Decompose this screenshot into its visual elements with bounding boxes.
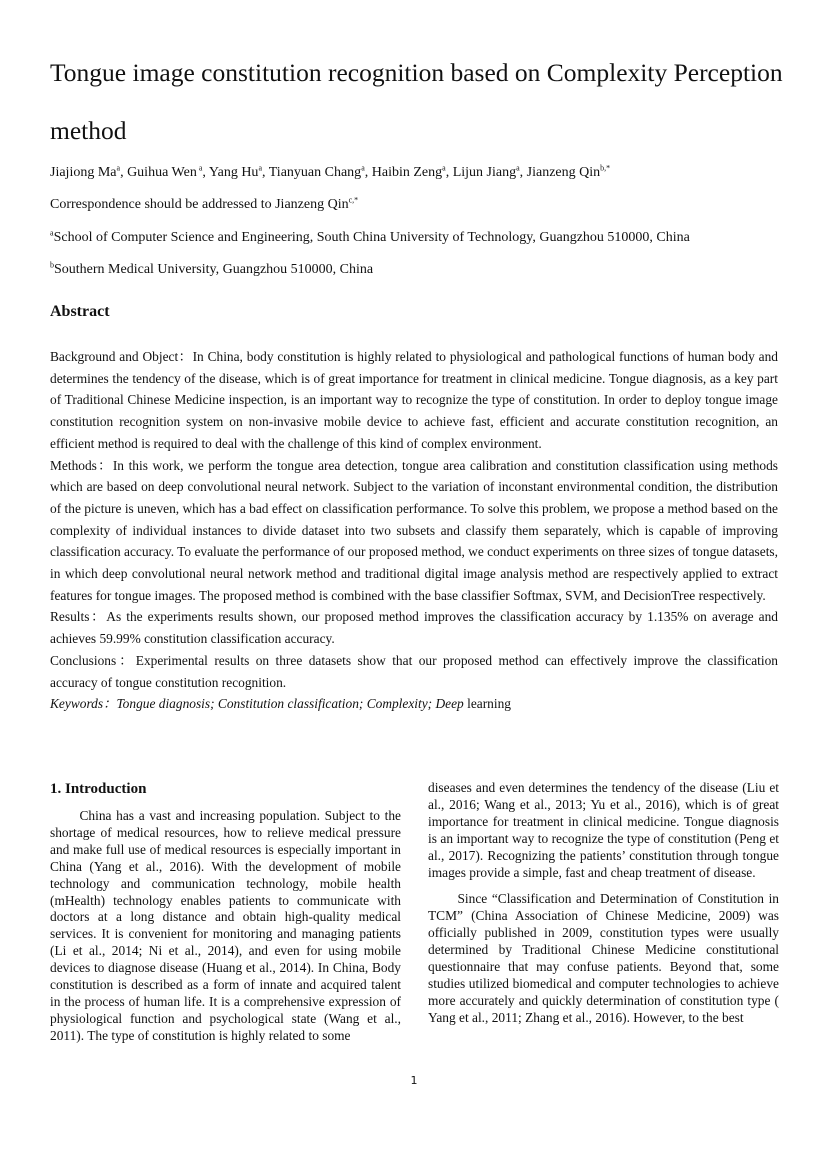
intro-paragraph: diseases and even determines the tendency of the disease (Liu et al., 2016; Wang et al., 2013; Yu et al., 2016), which is of great importance for treatment in clinical medicine. Tongue diagnosis is an important way to recognize the type of constitution (Peng et al., 2017). Recognizing the patients’ constitution through tongue images provide a simple, fast and cheap treatment of disease. bbox=[428, 780, 779, 880]
abstract-results bbox=[50, 606, 778, 649]
intro-paragraph: Since “Classification and Determination of Constitution in TCM” (China Association of Chinese Medicine, 2009) was officially published in 2009, constitution types were usually determined by Traditional Chinese Medicine constitutional questionnaire that may confuse patients. Beyond that, some studies utilized biomedical and computer technologies to achieve more accurately and quickly determination of constitution type ( Yang et al., 2011; Zhang et al., 2016). However, to the best bbox=[428, 891, 779, 1025]
affiliation-a bbox=[50, 228, 690, 248]
keywords-label: Keywords： bbox=[50, 696, 117, 712]
right-column bbox=[428, 780, 779, 1027]
author-affiliation-mark: a bbox=[442, 163, 446, 173]
abstract-text: As the experiments results shown, our proposed method improves the classification accuracy by 1.135% on average and achieves 59.99% constitution classification accuracy. bbox=[50, 609, 778, 647]
author-affiliation-mark: a bbox=[516, 163, 520, 173]
abstract-text: In this work, we perform the tongue area detection, tongue area calibration and constitution classification using methods which are based on deep convolutional neural network. Subject to the variation of inconstant environmental condition, the distribution of the picture is uneven, which has a bad effect on classification performance. To solve this problem, we propose a method based on the complexity of individual instances to divide dataset into two subsets and classify them separately, which is capable of improving classification accuracy. To evaluate the performance of our proposed method, we conduct experiments on three sizes of tongue datasets, in which deep convolutional neural network method and traditional digital image analysis method are respectively applied to extract features for tongue images. The proposed method is combined with the base classifier Softmax, SVM, and DecisionTree respectively. bbox=[50, 457, 778, 603]
affiliation-text: Southern Medical University, Guangzhou 510000, China bbox=[54, 262, 374, 277]
author-affiliation-mark: a bbox=[116, 163, 121, 173]
section-label: Conclusions： bbox=[50, 652, 136, 668]
author-name: Yang Hu bbox=[208, 165, 259, 180]
correspondence-text: Correspondence should be addressed to Jianzeng Qin bbox=[50, 197, 349, 212]
section-label: Background and Object： bbox=[50, 349, 193, 364]
affiliation-text: School of Computer Science and Engineering, South China University of Technology, Guangzhou 510000, China bbox=[53, 230, 690, 245]
author-list: Jiajiong Ma$^a$, Guihua Wen $^a$, Yang Hu$^a$, Tianyuan Chang$^a$, Haibin Zeng$^a$, Lijun Jiang$^a$, Jianzeng Qin$^{b,*}$ bbox=[50, 163, 611, 180]
paragraph-gap bbox=[428, 881, 779, 891]
abstract-text: Experimental results on three datasets show that our proposed method can effectively improve the classification accuracy of tongue constitution recognition. bbox=[50, 652, 779, 690]
author-affiliation-mark: a bbox=[196, 163, 203, 173]
affiliation-mark: a bbox=[50, 228, 54, 238]
correspondence-line bbox=[50, 195, 358, 215]
section-heading-introduction: 1. Introduction bbox=[50, 781, 147, 797]
abstract-background bbox=[50, 346, 778, 455]
author-affiliation-mark: a bbox=[258, 163, 262, 173]
author-affiliation-mark: b,* bbox=[600, 163, 611, 173]
paper-title: Tongue image constitution recognition based on Complexity Perception method bbox=[50, 58, 783, 145]
abstract-body bbox=[50, 346, 778, 715]
abstract-text: In China, body constitution is highly related to physiological and pathological functions of human body and determines the tendency of the disease, which is of great importance for treatment in clinical medicine. Tongue diagnosis, as a key part of Traditional Chinese Medicine inspection, is an important way to recognize the type of constitution. In order to deploy tongue image constitution recognition system on non-invasive mobile device to achieve fast, efficient and accurate constitution recognition, an efficient method is required to deal with the challenge of this kind of complex environment. bbox=[50, 349, 778, 451]
author-name: Lijun Jiang bbox=[452, 165, 517, 180]
keywords-line bbox=[50, 693, 778, 715]
keywords-text: Tongue diagnosis; Constitution classification; Complexity; Deep bbox=[116, 696, 464, 712]
abstract-methods bbox=[50, 455, 778, 607]
author-affiliation-mark: a bbox=[361, 163, 365, 173]
affiliation-mark: b bbox=[50, 260, 54, 270]
left-column bbox=[50, 780, 401, 1045]
abstract-conclusions bbox=[50, 650, 778, 693]
author-name: Guihua Wen bbox=[127, 165, 197, 180]
section-label: Results： bbox=[50, 609, 107, 625]
keywords-text-tail: learning bbox=[463, 696, 511, 712]
author-name: Jianzeng Qin bbox=[526, 165, 601, 180]
author-name: Haibin Zeng bbox=[371, 165, 443, 180]
page-number: 1 bbox=[410, 1074, 418, 1087]
correspondence-mark: c,* bbox=[348, 195, 359, 205]
author-name: Tianyuan Chang bbox=[268, 165, 362, 180]
intro-paragraph: China has a vast and increasing population. Subject to the shortage of medical resources, how to relieve medical pressure and make full use of medical resources is especially important in China (Yang et al., 2016). With the development of mobile technology and communication technology, mobile health (mHealth) technology enables patients to communicate with doctors at a long distance and obtain high-quality medical services. It is convenient for monitoring and managing patients (Li et al., 2014; Ni et al., 2014), and even for using mobile devices to diagnose disease (Huang et al., 2014). In China, Body constitution is described as a form of innate and acquired talent in the process of human life. It is a comprehensive expression of physiological function and psychological state (Wang et al., 2011). The type of constitution is highly related to some bbox=[50, 808, 401, 1043]
section-label: Methods： bbox=[50, 457, 113, 473]
author-name: Jiajiong Ma bbox=[50, 165, 117, 180]
abstract-heading: Abstract bbox=[50, 303, 110, 320]
affiliation-b bbox=[50, 260, 373, 280]
